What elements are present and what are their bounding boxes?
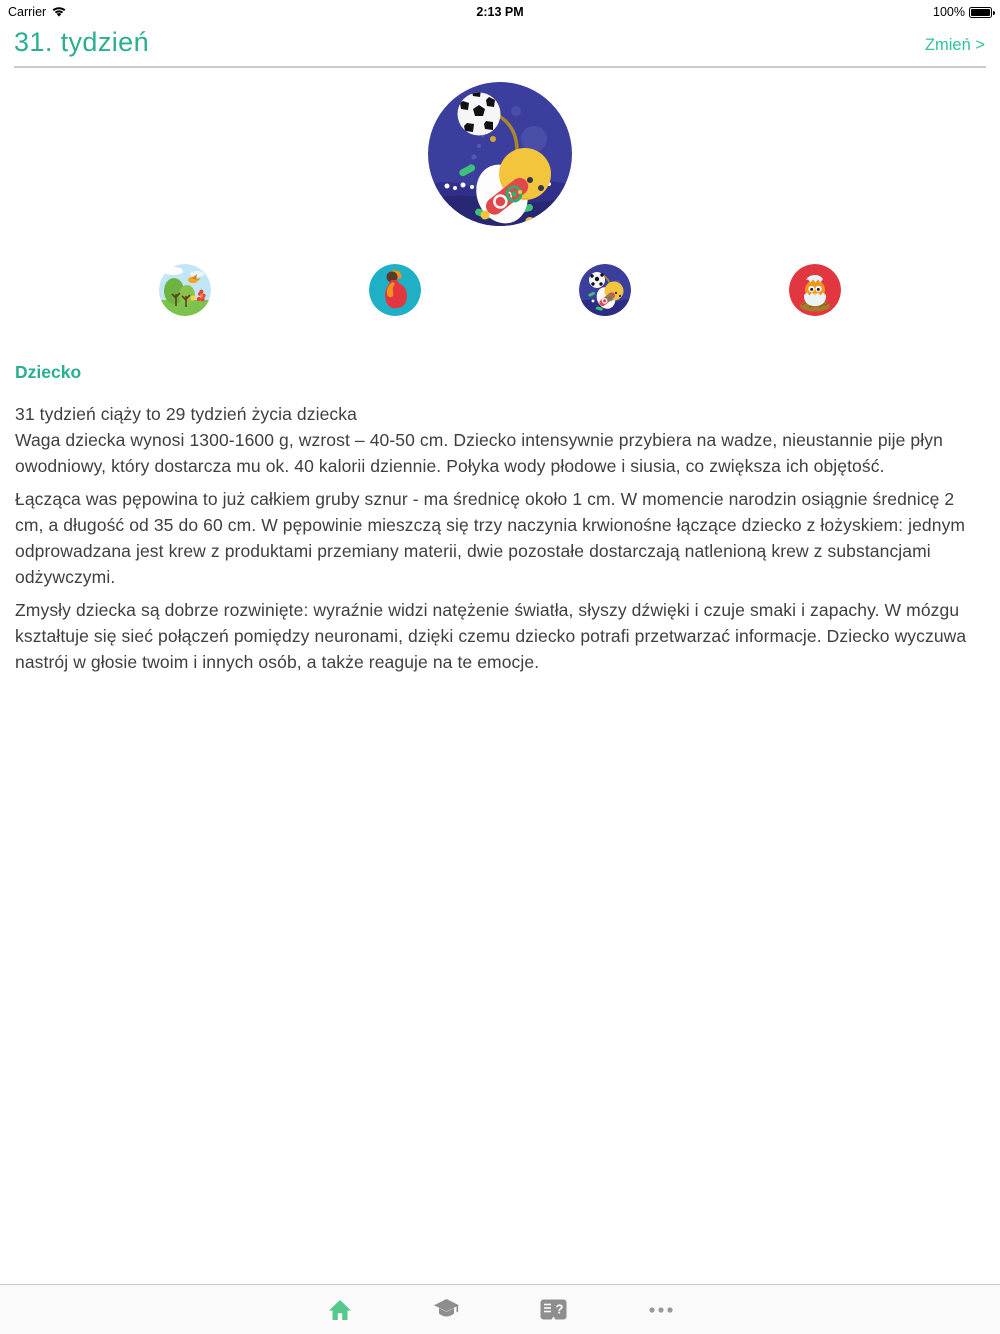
baby-soccer-ball-icon[interactable]: [579, 264, 631, 316]
faq-book-icon: [540, 1299, 567, 1320]
status-time: 2:13 PM: [476, 5, 524, 19]
paragraph-weight: Waga dziecka wynosi 1300-1600 g, wzrost – 40-50 cm. Dziecko intensywnie przybiera na wadze, nieustannie pije płyn owodniowy, który dostarcza mu ok. 40 kalorii dziennie. Połyka wody płodowe i siusia, co zwiększa ich objętość.: [15, 430, 943, 476]
hatching-chick-icon[interactable]: [789, 264, 841, 316]
status-bar: [0, 0, 1000, 22]
tab-education[interactable]: [432, 1295, 462, 1325]
paragraph-senses: Zmysły dziecka są dobrze rozwinięte: wyraźnie widzi natężenie światła, słyszy dźwięki i czuje smaki i zapachy. W mózgu kształtuje się sieć połączeń pomiędzy neuronami, dzięki czemu dziecko potrafi przetwarzać informacje. Dziecko wyczuwa nastrój w głosie twoim i innych osób, a także reaguje na te emocje.: [15, 600, 967, 672]
paragraph-summary: 31 tydzień ciąży to 29 tydzień życia dziecka: [15, 404, 357, 424]
week-content: [0, 362, 1000, 675]
week-header: [0, 22, 1000, 58]
week-hero-illustration: [427, 81, 573, 227]
svg-text:?: ?: [555, 1301, 564, 1317]
tab-more[interactable]: [646, 1295, 676, 1325]
carrier-label: Carrier: [8, 5, 47, 19]
week-icon-row: [0, 264, 1000, 316]
section-title: Dziecko: [15, 362, 82, 382]
pregnant-woman-icon[interactable]: [369, 264, 421, 316]
paragraph-umbilical: Łącząca was pępowina to już całkiem gruby sznur - ma średnicę około 1 cm. W momencie narodzin osiągnie średnicę 2 cm, a długość od 35 do 60 cm. W pępowinie mieszczą się trzy naczynia krwionośne łączące dziecko z łożyskiem: jednym odprowadzana jest krew z produktami przemiany materii, dwie pozostałe dostarczają natlenioną krew z substancjami odżywczymi.: [15, 489, 966, 587]
ellipsis-icon: [648, 1306, 674, 1314]
tab-bar: [0, 1284, 1000, 1334]
home-icon: [328, 1299, 352, 1321]
wifi-icon: [51, 6, 67, 18]
tab-home[interactable]: [325, 1295, 355, 1325]
header-divider: [14, 66, 986, 68]
tab-faq[interactable]: [539, 1295, 569, 1325]
nature-park-icon[interactable]: [159, 264, 211, 316]
change-week-button[interactable]: Zmień >: [924, 36, 985, 54]
battery-percent: 100%: [933, 5, 965, 19]
graduation-cap-icon: [433, 1298, 460, 1321]
page-title: 31. tydzień: [14, 27, 149, 57]
battery-icon: [969, 7, 992, 18]
